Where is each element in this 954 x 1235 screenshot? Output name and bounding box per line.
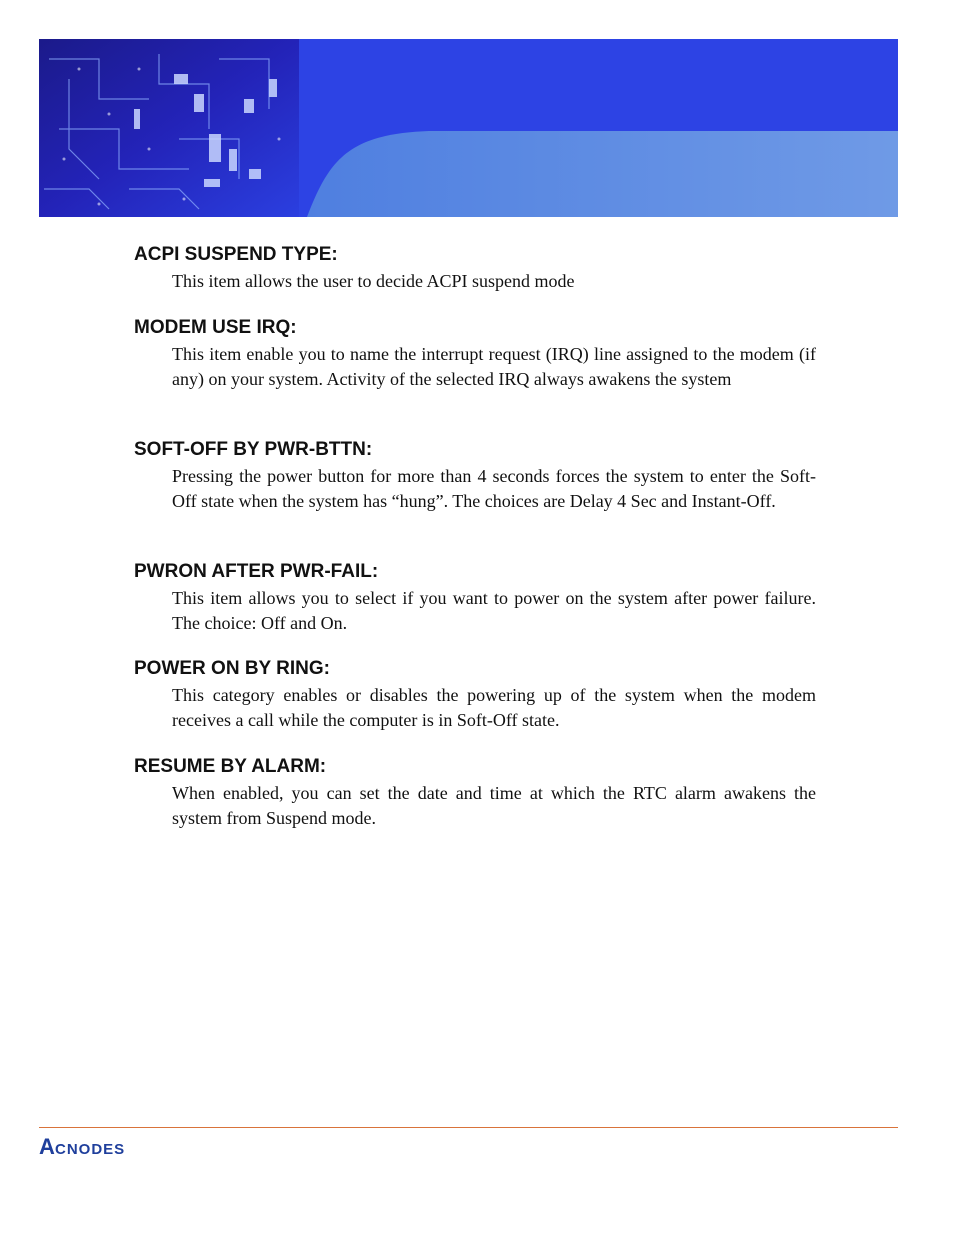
- section-heading: PWRON AFTER PWR-FAIL:: [134, 561, 379, 582]
- section-description: This item allows you to select if you want to power on the system after power failure. The choice: Off and On.: [172, 588, 816, 633]
- section-description: This category enables or disables the powering up of the system when the modem receives a call while the computer is in Soft-Off state.: [172, 685, 816, 730]
- svg-text:CNODES: CNODES: [55, 1141, 126, 1158]
- section-heading: ACPI SUSPEND TYPE:: [134, 244, 338, 265]
- section-modem-use-irq: [134, 316, 816, 391]
- section-description: This item enable you to name the interrupt request (IRQ) line assigned to the modem (if any) on your system. Activity of the selected IRQ always awakens the system: [172, 344, 816, 389]
- svg-text:A: A: [39, 1134, 55, 1159]
- section-heading: POWER ON BY RING:: [134, 658, 330, 679]
- section-pwron-after-pwr-fail: [134, 560, 816, 635]
- section-description: When enabled, you can set the date and time at which the RTC alarm awakens the system from Suspend mode.: [172, 783, 816, 828]
- section-heading: SOFT-OFF BY PWR-BTTN:: [134, 439, 373, 460]
- section-description: Pressing the power button for more than 4 seconds forces the system to enter the Soft-Off state when the system has “hung”. The choices are Delay 4 Sec and Instant-Off.: [172, 466, 816, 511]
- company-logo: [39, 1134, 195, 1160]
- section-resume-by-alarm: [134, 755, 816, 830]
- header-banner: [39, 39, 898, 217]
- section-heading: RESUME BY ALARM:: [134, 756, 327, 777]
- section-soft-off-by-pwr-bttn: [134, 438, 816, 513]
- circuit-board-graphic: [39, 39, 898, 217]
- section-description: This item allows the user to decide ACPI suspend mode: [172, 271, 575, 291]
- section-heading: MODEM USE IRQ:: [134, 317, 297, 338]
- section-power-on-by-ring: [134, 657, 816, 732]
- acnodes-logo-icon: [39, 1134, 195, 1160]
- footer-divider: [39, 1127, 898, 1128]
- section-acpi-suspend-type: [134, 243, 816, 294]
